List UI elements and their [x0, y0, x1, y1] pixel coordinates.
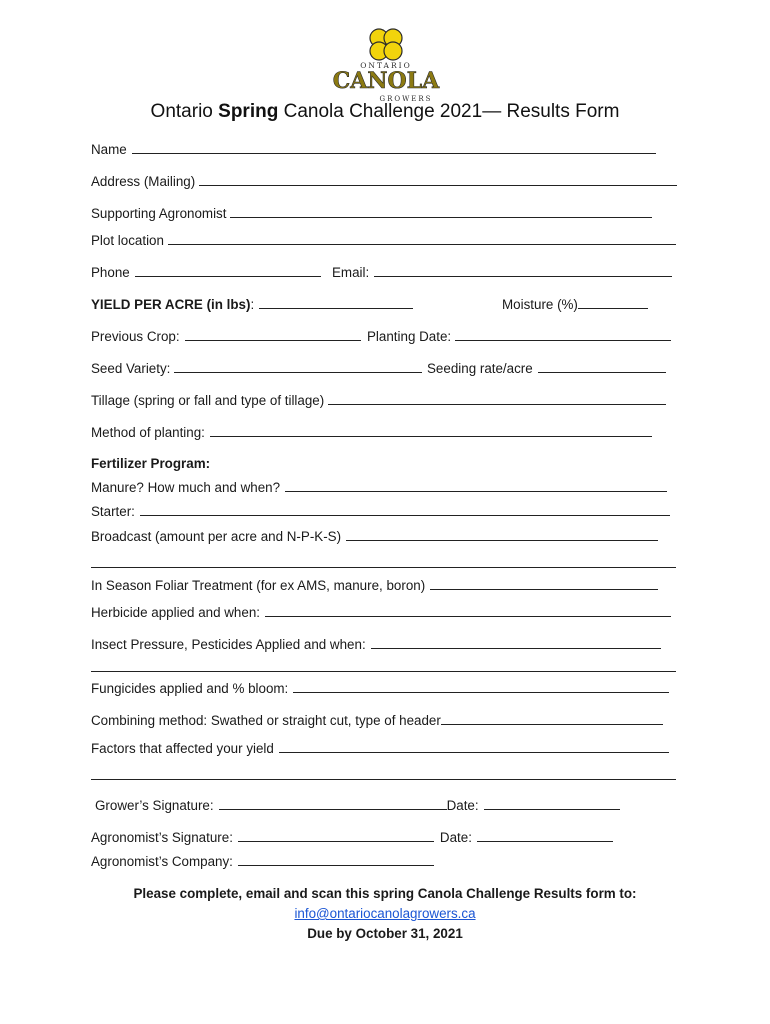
fungicides-field[interactable] — [293, 680, 669, 693]
factors-row — [91, 740, 669, 758]
seeding-rate-row — [427, 360, 666, 378]
insect-continuation-line[interactable] — [91, 671, 676, 672]
address-row — [91, 173, 677, 191]
seed-variety-row — [91, 360, 422, 378]
ontario-canola-growers-logo — [322, 26, 450, 106]
agronomist-row — [91, 205, 652, 223]
factors-continuation-line[interactable] — [91, 779, 676, 780]
title-bold: Spring — [218, 101, 279, 122]
grower-date-label: Date: — [446, 798, 479, 813]
moisture-field[interactable] — [578, 296, 648, 309]
fungicides-label: Fungicides applied and % bloom: — [91, 681, 289, 696]
footer-email-row — [0, 906, 770, 921]
starter-field[interactable] — [140, 503, 670, 516]
plot-field[interactable] — [168, 232, 676, 245]
fertilizer-heading: Fertilizer Program: — [91, 456, 211, 471]
insect-row — [91, 636, 661, 654]
email-row — [332, 264, 672, 282]
grower-signature-label: Grower’s Signature: — [95, 798, 214, 813]
herbicide-row — [91, 604, 671, 622]
broadcast-field[interactable] — [346, 528, 658, 541]
starter-row — [91, 503, 670, 521]
yield-field[interactable] — [259, 296, 413, 309]
manure-field[interactable] — [285, 479, 667, 492]
starter-label: Starter: — [91, 504, 135, 519]
previous-crop-field[interactable] — [185, 328, 361, 341]
moisture-label: Moisture (%) — [502, 297, 578, 312]
combining-row — [91, 712, 663, 730]
foliar-row — [91, 577, 658, 595]
yield-row — [91, 296, 413, 314]
agronomist-company-field[interactable] — [238, 853, 434, 866]
insect-field[interactable] — [371, 636, 661, 649]
method-planting-field[interactable] — [210, 424, 652, 437]
plot-row — [91, 232, 676, 250]
previous-crop-row — [91, 328, 361, 346]
title-prefix: Ontario — [150, 101, 219, 122]
phone-field[interactable] — [135, 264, 321, 277]
planting-date-field[interactable] — [455, 328, 671, 341]
foliar-field[interactable] — [430, 577, 658, 590]
yield-label: YIELD PER ACRE (in lbs) — [91, 297, 251, 312]
tillage-label: Tillage (spring or fall and type of tillage) — [91, 393, 325, 408]
grower-signature-field[interactable] — [219, 797, 447, 810]
phone-row — [91, 264, 321, 282]
seeding-rate-field[interactable] — [538, 360, 666, 373]
broadcast-row — [91, 528, 658, 546]
broadcast-label: Broadcast (amount per acre and N-P-K-S) — [91, 529, 342, 544]
agronomist-field[interactable] — [230, 205, 652, 218]
address-field[interactable] — [199, 173, 677, 186]
herbicide-field[interactable] — [265, 604, 671, 617]
manure-row — [91, 479, 667, 497]
logo-top-text: ONTARIO — [360, 61, 412, 70]
logo-main-text: CANOLA — [332, 68, 440, 94]
factors-label: Factors that affected your yield — [91, 741, 274, 756]
agronomist-signature-row — [91, 829, 613, 847]
logo-bottom-text: GROWERS — [379, 95, 433, 103]
name-field[interactable] — [132, 141, 656, 154]
insect-label: Insect Pressure, Pesticides Applied and when: — [91, 637, 366, 652]
seed-variety-label: Seed Variety: — [91, 361, 171, 376]
grower-date-field[interactable] — [484, 797, 620, 810]
method-planting-label: Method of planting: — [91, 425, 205, 440]
manure-label: Manure? How much and when? — [91, 480, 281, 495]
grower-signature-row — [95, 797, 620, 815]
address-label: Address (Mailing) — [91, 174, 196, 189]
broadcast-continuation-line[interactable] — [91, 567, 676, 568]
moisture-row — [502, 296, 648, 314]
tillage-row — [91, 392, 666, 410]
clover-icon — [370, 29, 402, 60]
agronomist-date-label: Date: — [439, 830, 472, 845]
name-label: Name — [91, 142, 127, 157]
name-row — [91, 141, 656, 159]
combining-label: Combining method: Swathed or straight cut, type of header — [91, 713, 441, 728]
agronomist-signature-field[interactable] — [238, 829, 434, 842]
agronomist-label: Supporting Agronomist — [91, 206, 227, 221]
yield-colon: : — [250, 297, 255, 312]
planting-date-row — [367, 328, 671, 346]
agronomist-signature-label: Agronomist’s Signature: — [91, 830, 233, 845]
combining-field[interactable] — [441, 712, 663, 725]
tillage-field[interactable] — [328, 392, 666, 405]
email-label: Email: — [332, 265, 370, 280]
foliar-label: In Season Foliar Treatment (for ex AMS, manure, boron) — [91, 578, 426, 593]
seeding-rate-label: Seeding rate/acre — [427, 361, 533, 376]
fungicides-row — [91, 680, 669, 698]
form-title — [0, 101, 770, 123]
phone-label: Phone — [91, 265, 130, 280]
title-suffix: Canola Challenge 2021— Results Form — [278, 101, 620, 122]
agronomist-company-label: Agronomist’s Company: — [91, 854, 233, 869]
planting-date-label: Planting Date: — [367, 329, 452, 344]
method-planting-row — [91, 424, 652, 442]
footer-instruction: Please complete, email and scan this spring Canola Challenge Results form to: — [133, 886, 637, 901]
previous-crop-label: Previous Crop: — [91, 329, 180, 344]
seed-variety-field[interactable] — [174, 360, 422, 373]
email-field[interactable] — [374, 264, 672, 277]
footer-email-link[interactable]: info@ontariocanolagrowers.ca — [294, 906, 476, 921]
herbicide-label: Herbicide applied and when: — [91, 605, 260, 620]
agronomist-company-row — [91, 853, 434, 871]
plot-label: Plot location — [91, 233, 164, 248]
factors-field[interactable] — [279, 740, 669, 753]
footer-due-date: Due by October 31, 2021 — [307, 926, 463, 941]
agronomist-date-field[interactable] — [477, 829, 613, 842]
